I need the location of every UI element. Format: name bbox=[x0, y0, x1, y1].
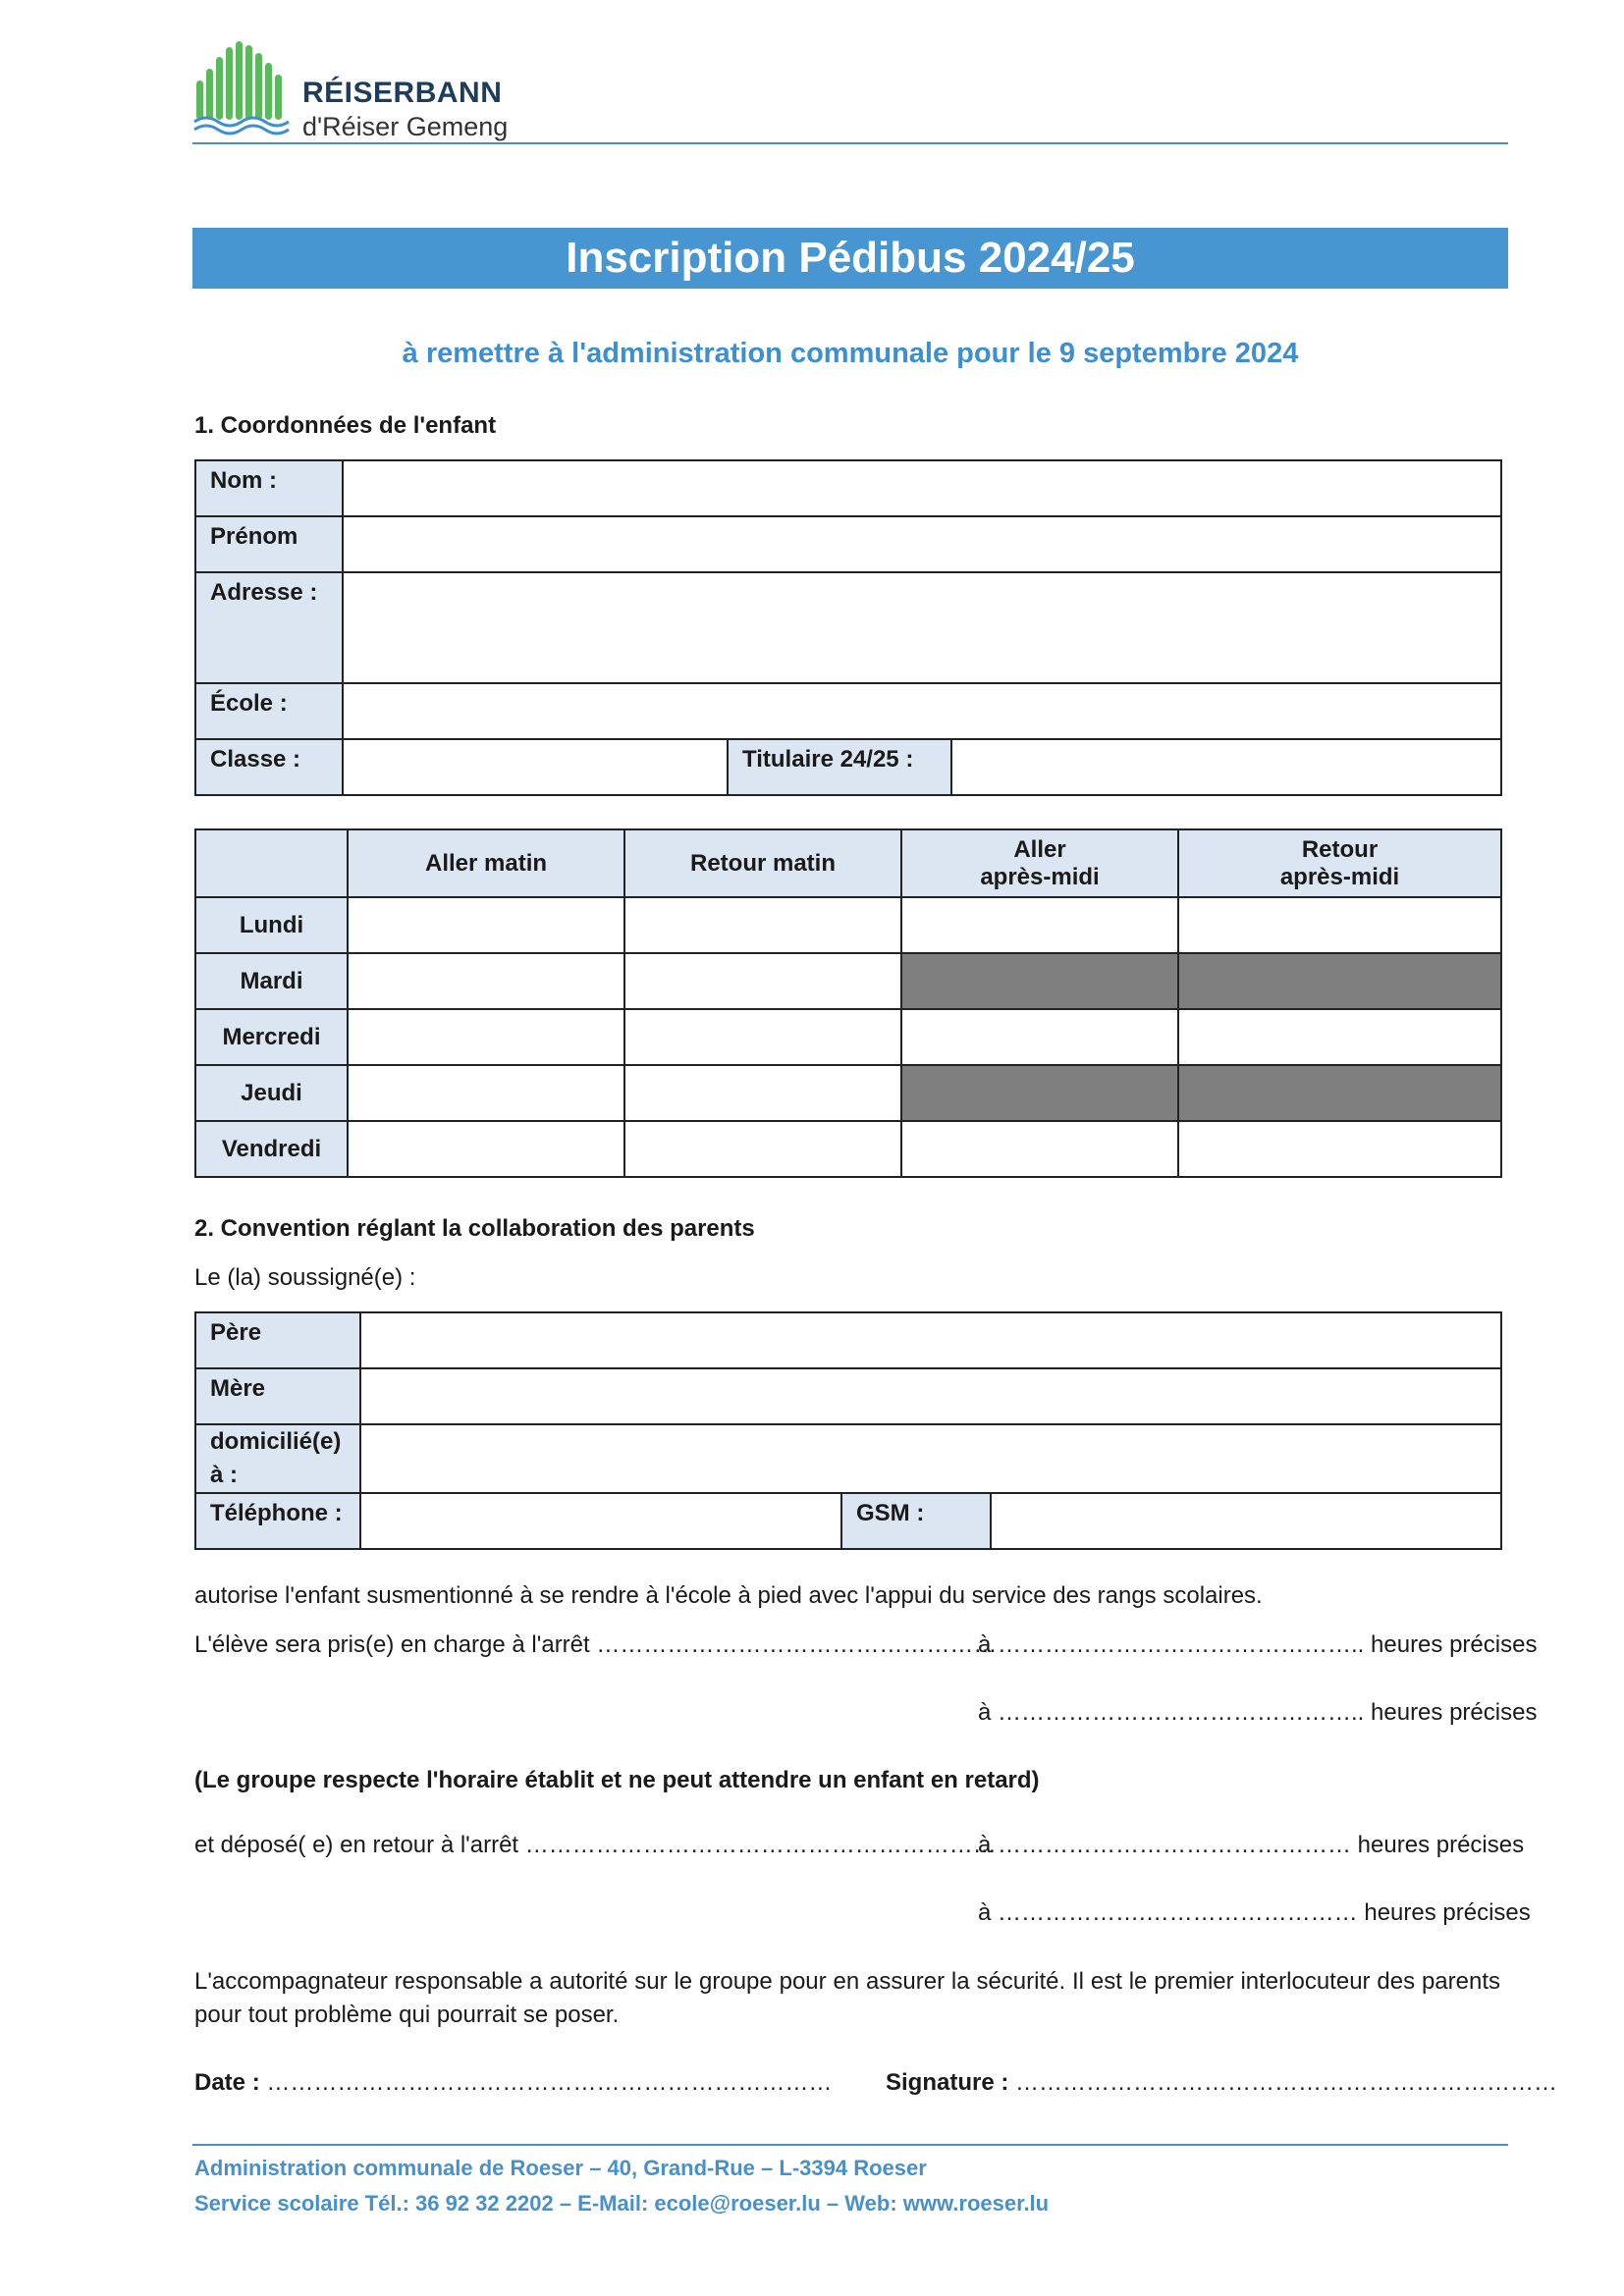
header-aller-apres-midi bbox=[901, 829, 1178, 897]
header-retour: Retour bbox=[1301, 835, 1379, 863]
header-apres-midi-2: après-midi bbox=[1279, 863, 1400, 890]
jeudi-retour-apres-midi-disabled bbox=[1178, 1065, 1501, 1121]
gsm-field[interactable] bbox=[991, 1493, 1501, 1549]
page-title: Inscription Pédibus 2024/25 bbox=[192, 228, 1508, 289]
header-aller-matin: Aller matin bbox=[348, 829, 624, 897]
titulaire-field[interactable] bbox=[951, 739, 1501, 795]
footer-contact: Service scolaire Tél.: 36 92 32 2202 – E-Mail: ecole@roeser.lu – Web: www.roeser.lu bbox=[194, 2191, 1050, 2216]
pris-en-charge-heure-1[interactable]: à ……………………………………….. heures précises bbox=[978, 1631, 1538, 1658]
signature-dots: …………………………………………………………… bbox=[1015, 2069, 1558, 2096]
commune-logo bbox=[192, 39, 526, 147]
soussigne-text: Le (la) soussigné(e) : bbox=[194, 1264, 416, 1291]
footer-address: Administration communale de Roeser – 40, Grand-Rue – L-3394 Roeser bbox=[194, 2156, 927, 2180]
pris-en-charge-line[interactable]: L'élève sera pris(e) en charge à l'arrêt …………………………………………… bbox=[194, 1631, 998, 1658]
lundi-retour-matin[interactable] bbox=[624, 897, 901, 953]
mere-label: Mère bbox=[195, 1368, 360, 1424]
vendredi-retour-matin[interactable] bbox=[624, 1121, 901, 1177]
header-divider bbox=[192, 142, 1508, 144]
day-jeudi: Jeudi bbox=[195, 1065, 348, 1121]
telephone-label: Téléphone : bbox=[195, 1493, 360, 1549]
vendredi-aller-matin[interactable] bbox=[348, 1121, 624, 1177]
classe-field[interactable] bbox=[343, 739, 728, 795]
lundi-retour-apres-midi[interactable] bbox=[1178, 897, 1501, 953]
mardi-retour-matin[interactable] bbox=[624, 953, 901, 1009]
footer-divider bbox=[192, 2144, 1508, 2146]
signature-line[interactable] bbox=[886, 2069, 1557, 2097]
ecole-field[interactable] bbox=[343, 683, 1501, 739]
mardi-retour-apres-midi-disabled bbox=[1178, 953, 1501, 1009]
day-vendredi: Vendredi bbox=[195, 1121, 348, 1177]
header-aller: Aller bbox=[1013, 835, 1066, 863]
parents-table bbox=[194, 1311, 1502, 1550]
telephone-field[interactable] bbox=[360, 1493, 841, 1549]
mercredi-retour-apres-midi[interactable] bbox=[1178, 1009, 1501, 1065]
titulaire-label: Titulaire 24/25 : bbox=[728, 739, 951, 795]
logo-tagline: d'Réiser Gemeng bbox=[302, 112, 509, 141]
depose-heure-2[interactable]: à ……………….……………………… heures précises bbox=[978, 1899, 1531, 1926]
lundi-aller-matin[interactable] bbox=[348, 897, 624, 953]
tree-logo-icon bbox=[192, 39, 300, 137]
nom-field[interactable] bbox=[343, 460, 1501, 516]
depose-heure-1[interactable]: à ……………………………………… heures précises bbox=[978, 1832, 1525, 1858]
header-retour-matin: Retour matin bbox=[624, 829, 901, 897]
vendredi-aller-apres-midi[interactable] bbox=[901, 1121, 1178, 1177]
date-label: Date : bbox=[194, 2069, 260, 2096]
pris-en-charge-heure-2[interactable]: à ……………………………………….. heures précises bbox=[978, 1699, 1538, 1726]
header-retour-apres-midi bbox=[1178, 829, 1501, 897]
jeudi-retour-matin[interactable] bbox=[624, 1065, 901, 1121]
domicile-field[interactable] bbox=[360, 1424, 1501, 1493]
section2-heading: 2. Convention réglant la collaboration des parents bbox=[194, 1215, 755, 1242]
mere-field[interactable] bbox=[360, 1368, 1501, 1424]
classe-label: Classe : bbox=[195, 739, 343, 795]
section1-heading: 1. Coordonnées de l'enfant bbox=[194, 412, 497, 439]
mardi-aller-matin[interactable] bbox=[348, 953, 624, 1009]
prenom-label: Prénom bbox=[195, 516, 343, 572]
schedule-corner bbox=[195, 829, 348, 897]
mercredi-aller-apres-midi[interactable] bbox=[901, 1009, 1178, 1065]
prenom-field[interactable] bbox=[343, 516, 1501, 572]
domicile-label-line2: à : bbox=[210, 1462, 239, 1488]
mardi-aller-apres-midi-disabled bbox=[901, 953, 1178, 1009]
mercredi-aller-matin[interactable] bbox=[348, 1009, 624, 1065]
pere-label: Père bbox=[195, 1312, 360, 1368]
groupe-note: (Le groupe respecte l'horaire établit et ne peut attendre un enfant en retard) bbox=[194, 1767, 1040, 1793]
child-details-table bbox=[194, 459, 1502, 796]
day-mercredi: Mercredi bbox=[195, 1009, 348, 1065]
page-subtitle: à remettre à l'administration communale pour le 9 septembre 2024 bbox=[402, 338, 1299, 369]
domicile-label-line1: domicilié(e) bbox=[210, 1428, 342, 1455]
autorise-text: autorise l'enfant susmentionné à se rendre à l'école à pied avec l'appui du service des rangs scolaires. bbox=[194, 1582, 1263, 1609]
vendredi-retour-apres-midi[interactable] bbox=[1178, 1121, 1501, 1177]
jeudi-aller-apres-midi-disabled bbox=[901, 1065, 1178, 1121]
pere-field[interactable] bbox=[360, 1312, 1501, 1368]
logo-name: RÉISERBANN bbox=[302, 77, 503, 109]
adresse-label: Adresse : bbox=[195, 572, 343, 683]
domicile-label bbox=[195, 1424, 360, 1493]
signature-label: Signature : bbox=[886, 2069, 1009, 2096]
gsm-label: GSM : bbox=[841, 1493, 991, 1549]
header-apres-midi: après-midi bbox=[980, 863, 1100, 890]
date-dots: ……………………………………………………………… bbox=[266, 2069, 833, 2096]
nom-label: Nom : bbox=[195, 460, 343, 516]
adresse-field[interactable] bbox=[343, 572, 1501, 683]
jeudi-aller-matin[interactable] bbox=[348, 1065, 624, 1121]
ecole-label: École : bbox=[195, 683, 343, 739]
mercredi-retour-matin[interactable] bbox=[624, 1009, 901, 1065]
lundi-aller-apres-midi[interactable] bbox=[901, 897, 1178, 953]
day-mardi: Mardi bbox=[195, 953, 348, 1009]
date-line[interactable] bbox=[194, 2069, 832, 2097]
day-lundi: Lundi bbox=[195, 897, 348, 953]
depose-line[interactable]: et déposé( e) en retour à l'arrêt …………………………………………………… bbox=[194, 1832, 997, 1858]
accompagnateur-text: L'accompagnateur responsable a autorité sur le groupe pour en assurer la sécurité. Il est le premier interlocuteur des parents pour tout problème qui pourrait se poser. bbox=[194, 1968, 1500, 2028]
schedule-table bbox=[194, 828, 1502, 1178]
